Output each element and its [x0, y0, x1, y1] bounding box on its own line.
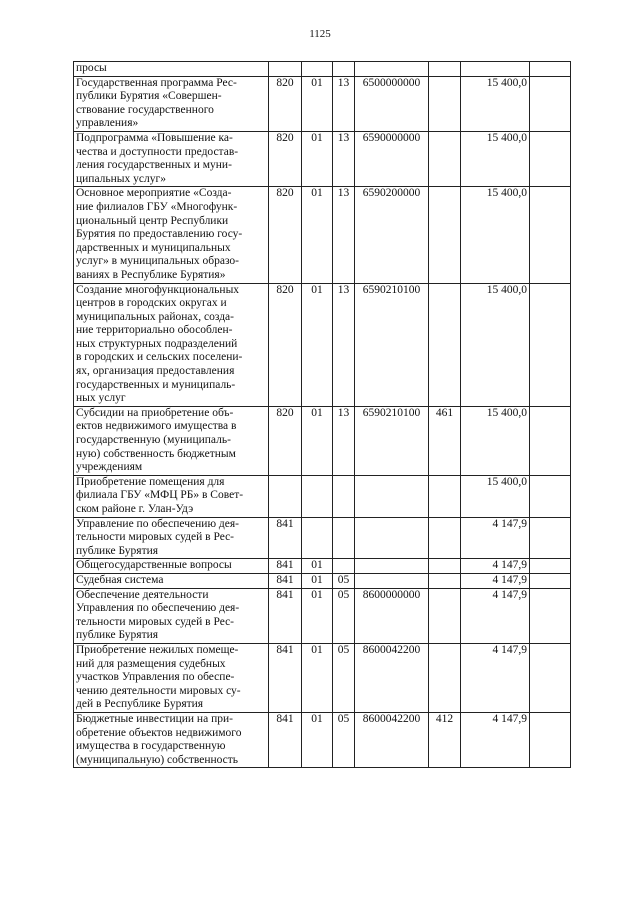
extra-amount-cell: [530, 573, 571, 588]
section-code-cell: 01: [302, 712, 333, 767]
amount-cell: 15 400,0: [461, 131, 530, 186]
subsection-code-cell: 05: [333, 588, 355, 643]
extra-amount-cell: [530, 559, 571, 574]
expense-type-cell: [429, 475, 461, 517]
amount-cell: 15 400,0: [461, 76, 530, 131]
subsection-code-cell: 05: [333, 573, 355, 588]
table-row: [74, 406, 571, 475]
ministry-code-cell: 820: [269, 76, 302, 131]
table-row: [74, 187, 571, 283]
table-row: [74, 283, 571, 406]
target-article-cell: 8600042200: [355, 643, 429, 712]
name-cell: Субсидии на приобретение объ- ектов недвижимого имущества в государственную (муниципаль- ную) собственность бюджетным учреждениям: [74, 406, 269, 475]
target-article-cell: [355, 517, 429, 559]
table-row: [74, 643, 571, 712]
name-cell: просы: [74, 62, 269, 77]
extra-amount-cell: [530, 406, 571, 475]
target-article-cell: 6590210100: [355, 406, 429, 475]
table-row: [74, 712, 571, 767]
subsection-code-cell: [333, 62, 355, 77]
expense-type-cell: [429, 283, 461, 406]
ministry-code-cell: 820: [269, 406, 302, 475]
table-row: [74, 131, 571, 186]
section-code-cell: 01: [302, 187, 333, 283]
name-cell: Подпрограмма «Повышение ка- чества и доступности предостав- ления государственных и муни- ципальных услуг»: [74, 131, 269, 186]
target-article-cell: [355, 62, 429, 77]
amount-cell: 15 400,0: [461, 283, 530, 406]
name-cell: Управление по обеспечению дея- тельности мировых судей в Рес- публике Бурятия: [74, 517, 269, 559]
extra-amount-cell: [530, 62, 571, 77]
amount-cell: 4 147,9: [461, 712, 530, 767]
target-article-cell: 8600042200: [355, 712, 429, 767]
expense-type-cell: [429, 643, 461, 712]
name-cell: Приобретение помещения для филиала ГБУ «МФЦ РБ» в Совет- ском районе г. Улан-Удэ: [74, 475, 269, 517]
name-cell: Обеспечение деятельности Управления по обеспечению дея- тельности мировых судей в Рес- публике Бурятия: [74, 588, 269, 643]
expense-type-cell: [429, 573, 461, 588]
name-cell: Бюджетные инвестиции на при- обретение объектов недвижимого имущества в государственную (муниципальную) собственность: [74, 712, 269, 767]
table-row: [74, 573, 571, 588]
table-row: [74, 517, 571, 559]
expense-type-cell: [429, 131, 461, 186]
page-number: 1125: [309, 28, 331, 40]
target-article-cell: 6590200000: [355, 187, 429, 283]
expense-type-cell: [429, 76, 461, 131]
subsection-code-cell: 13: [333, 283, 355, 406]
section-code-cell: 01: [302, 406, 333, 475]
ministry-code-cell: [269, 475, 302, 517]
name-cell: Государственная программа Рес- публики Бурятия «Совершен- ствование государственного управления»: [74, 76, 269, 131]
subsection-code-cell: 13: [333, 131, 355, 186]
section-code-cell: 01: [302, 76, 333, 131]
section-code-cell: 01: [302, 573, 333, 588]
section-code-cell: 01: [302, 559, 333, 574]
ministry-code-cell: 841: [269, 588, 302, 643]
target-article-cell: [355, 559, 429, 574]
subsection-code-cell: 13: [333, 76, 355, 131]
subsection-code-cell: 13: [333, 187, 355, 283]
extra-amount-cell: [530, 475, 571, 517]
section-code-cell: [302, 517, 333, 559]
name-cell: Приобретение нежилых помеще- ний для размещения судебных участков Управления по обеспе- чению деятельности мировых су- дей в Республике Бурятия: [74, 643, 269, 712]
subsection-code-cell: [333, 517, 355, 559]
section-code-cell: 01: [302, 643, 333, 712]
amount-cell: 4 147,9: [461, 588, 530, 643]
amount-cell: [461, 62, 530, 77]
amount-cell: 4 147,9: [461, 573, 530, 588]
ministry-code-cell: 841: [269, 559, 302, 574]
section-code-cell: 01: [302, 283, 333, 406]
ministry-code-cell: 841: [269, 517, 302, 559]
target-article-cell: 6590000000: [355, 131, 429, 186]
table-row: [74, 475, 571, 517]
table-row: [74, 588, 571, 643]
amount-cell: 4 147,9: [461, 559, 530, 574]
name-cell: Судебная система: [74, 573, 269, 588]
ministry-code-cell: 820: [269, 131, 302, 186]
budget-table: [73, 61, 571, 768]
expense-type-cell: 461: [429, 406, 461, 475]
expense-type-cell: [429, 588, 461, 643]
amount-cell: 4 147,9: [461, 517, 530, 559]
expense-type-cell: [429, 559, 461, 574]
name-cell: Общегосударственные вопросы: [74, 559, 269, 574]
extra-amount-cell: [530, 712, 571, 767]
subsection-code-cell: 05: [333, 712, 355, 767]
ministry-code-cell: 841: [269, 573, 302, 588]
target-article-cell: 8600000000: [355, 588, 429, 643]
expense-type-cell: [429, 517, 461, 559]
extra-amount-cell: [530, 517, 571, 559]
table-row: [74, 559, 571, 574]
name-cell: Основное мероприятие «Созда- ние филиалов ГБУ «Многофунк- циональный центр Республики Бурятия по предоставлению госу- дарственных и муниципальных услуг» в муниципальных образо- ваниях в Республике Бурятия»: [74, 187, 269, 283]
expense-type-cell: [429, 62, 461, 77]
ministry-code-cell: 841: [269, 712, 302, 767]
ministry-code-cell: 820: [269, 187, 302, 283]
ministry-code-cell: 841: [269, 643, 302, 712]
subsection-code-cell: [333, 559, 355, 574]
section-code-cell: 01: [302, 131, 333, 186]
amount-cell: 15 400,0: [461, 475, 530, 517]
extra-amount-cell: [530, 588, 571, 643]
expense-type-cell: [429, 187, 461, 283]
extra-amount-cell: [530, 643, 571, 712]
subsection-code-cell: [333, 475, 355, 517]
amount-cell: 15 400,0: [461, 406, 530, 475]
expense-type-cell: 412: [429, 712, 461, 767]
subsection-code-cell: 13: [333, 406, 355, 475]
name-cell: Создание многофункциональных центров в городских округах и муниципальных районах, созда- ние территориально обособлен- ных структурных подразделений в городских и сельских поселени- ях, организация предоставления государственных и муниципаль- ных услуг: [74, 283, 269, 406]
table-row: [74, 76, 571, 131]
target-article-cell: [355, 573, 429, 588]
target-article-cell: [355, 475, 429, 517]
section-code-cell: [302, 62, 333, 77]
extra-amount-cell: [530, 76, 571, 131]
table-row: [74, 62, 571, 77]
ministry-code-cell: [269, 62, 302, 77]
target-article-cell: 6590210100: [355, 283, 429, 406]
subsection-code-cell: 05: [333, 643, 355, 712]
section-code-cell: 01: [302, 588, 333, 643]
amount-cell: 15 400,0: [461, 187, 530, 283]
extra-amount-cell: [530, 131, 571, 186]
ministry-code-cell: 820: [269, 283, 302, 406]
extra-amount-cell: [530, 283, 571, 406]
amount-cell: 4 147,9: [461, 643, 530, 712]
section-code-cell: [302, 475, 333, 517]
extra-amount-cell: [530, 187, 571, 283]
target-article-cell: 6500000000: [355, 76, 429, 131]
